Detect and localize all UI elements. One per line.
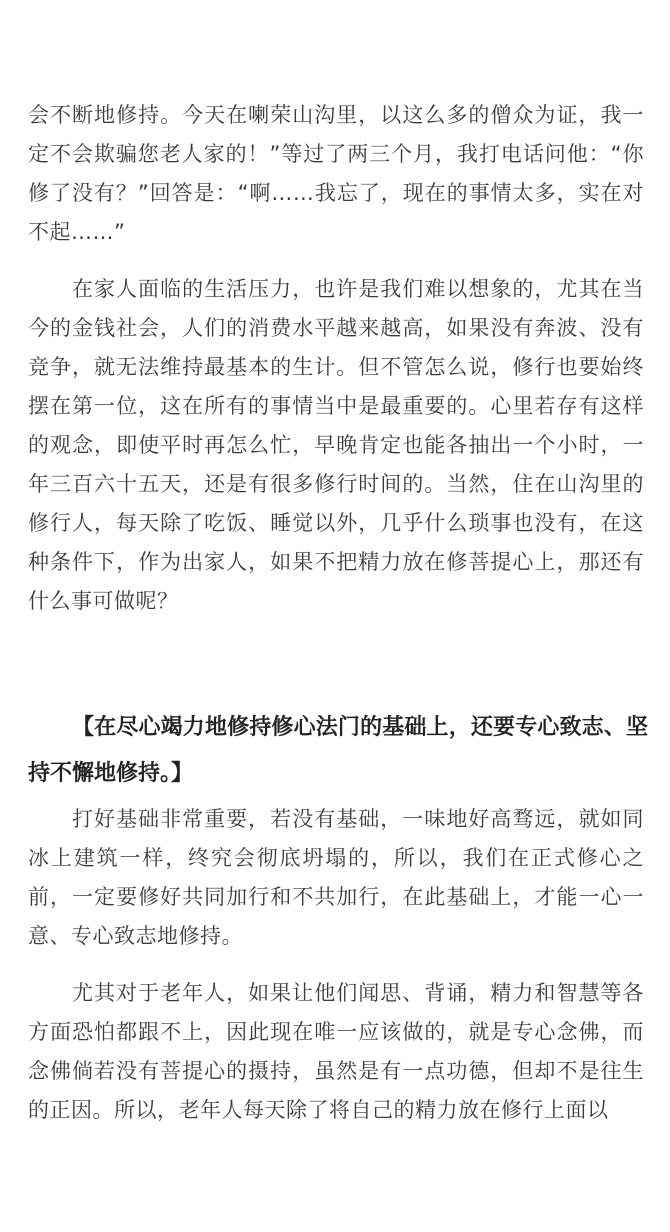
body-paragraph-2: 在家人面临的生活压力，也许是我们难以想象的，尤其在当今的金钱社会，人们的消费水平越来越高，如果没有奔波、没有竞争，就无法维持最基本的生计。但不管怎么说，修行也要始终摆在第一位，这在所有的事情当中是最重要的。心里若存有这样的观念，即使平时再怎么忙，早晚肯定也能各抽出一个小时，一年三百六十五天，还是有很多修行时间的。当然，住在山沟里的修行人，每天除了吃饭、睡觉以外，几乎什么琐事也没有，在这种条件下，作为出家人，如果不把精力放在修菩提心上，那还有什么事可做呢？	[28, 277, 644, 613]
body-paragraph-4: 尤其对于老年人，如果让他们闻思、背诵，精力和智慧等各方面恐怕都跟不上，因此现在唯一应该做的，就是专心念佛，而念佛倘若没有菩提心的摄持，虽然是有一点功德，但却不是往生的正因。所以，老年人每天除了将自己的精力放在修行上面以	[28, 981, 644, 1122]
section-heading: 【在尽心竭力地修持修心法门的基础上，还要专心致志、坚持不懈地修持。】	[28, 714, 648, 786]
body-paragraph-1: 会不断地修持。今天在喇荣山沟里，以这么多的僧众为证，我一定不会欺骗您老人家的！”等过了两三个月，我打电话问他：“你修了没有？”回答是：“啊……我忘了，现在的事情太多，实在对不起……”	[28, 103, 644, 244]
body-paragraph-3: 打好基础非常重要，若没有基础，一味地好高骛远，就如同冰上建筑一样，终究会彻底坍塌的，所以，我们在正式修心之前，一定要修好共同加行和不共加行，在此基础上，才能一心一意、专心致志地修持。	[28, 807, 644, 948]
